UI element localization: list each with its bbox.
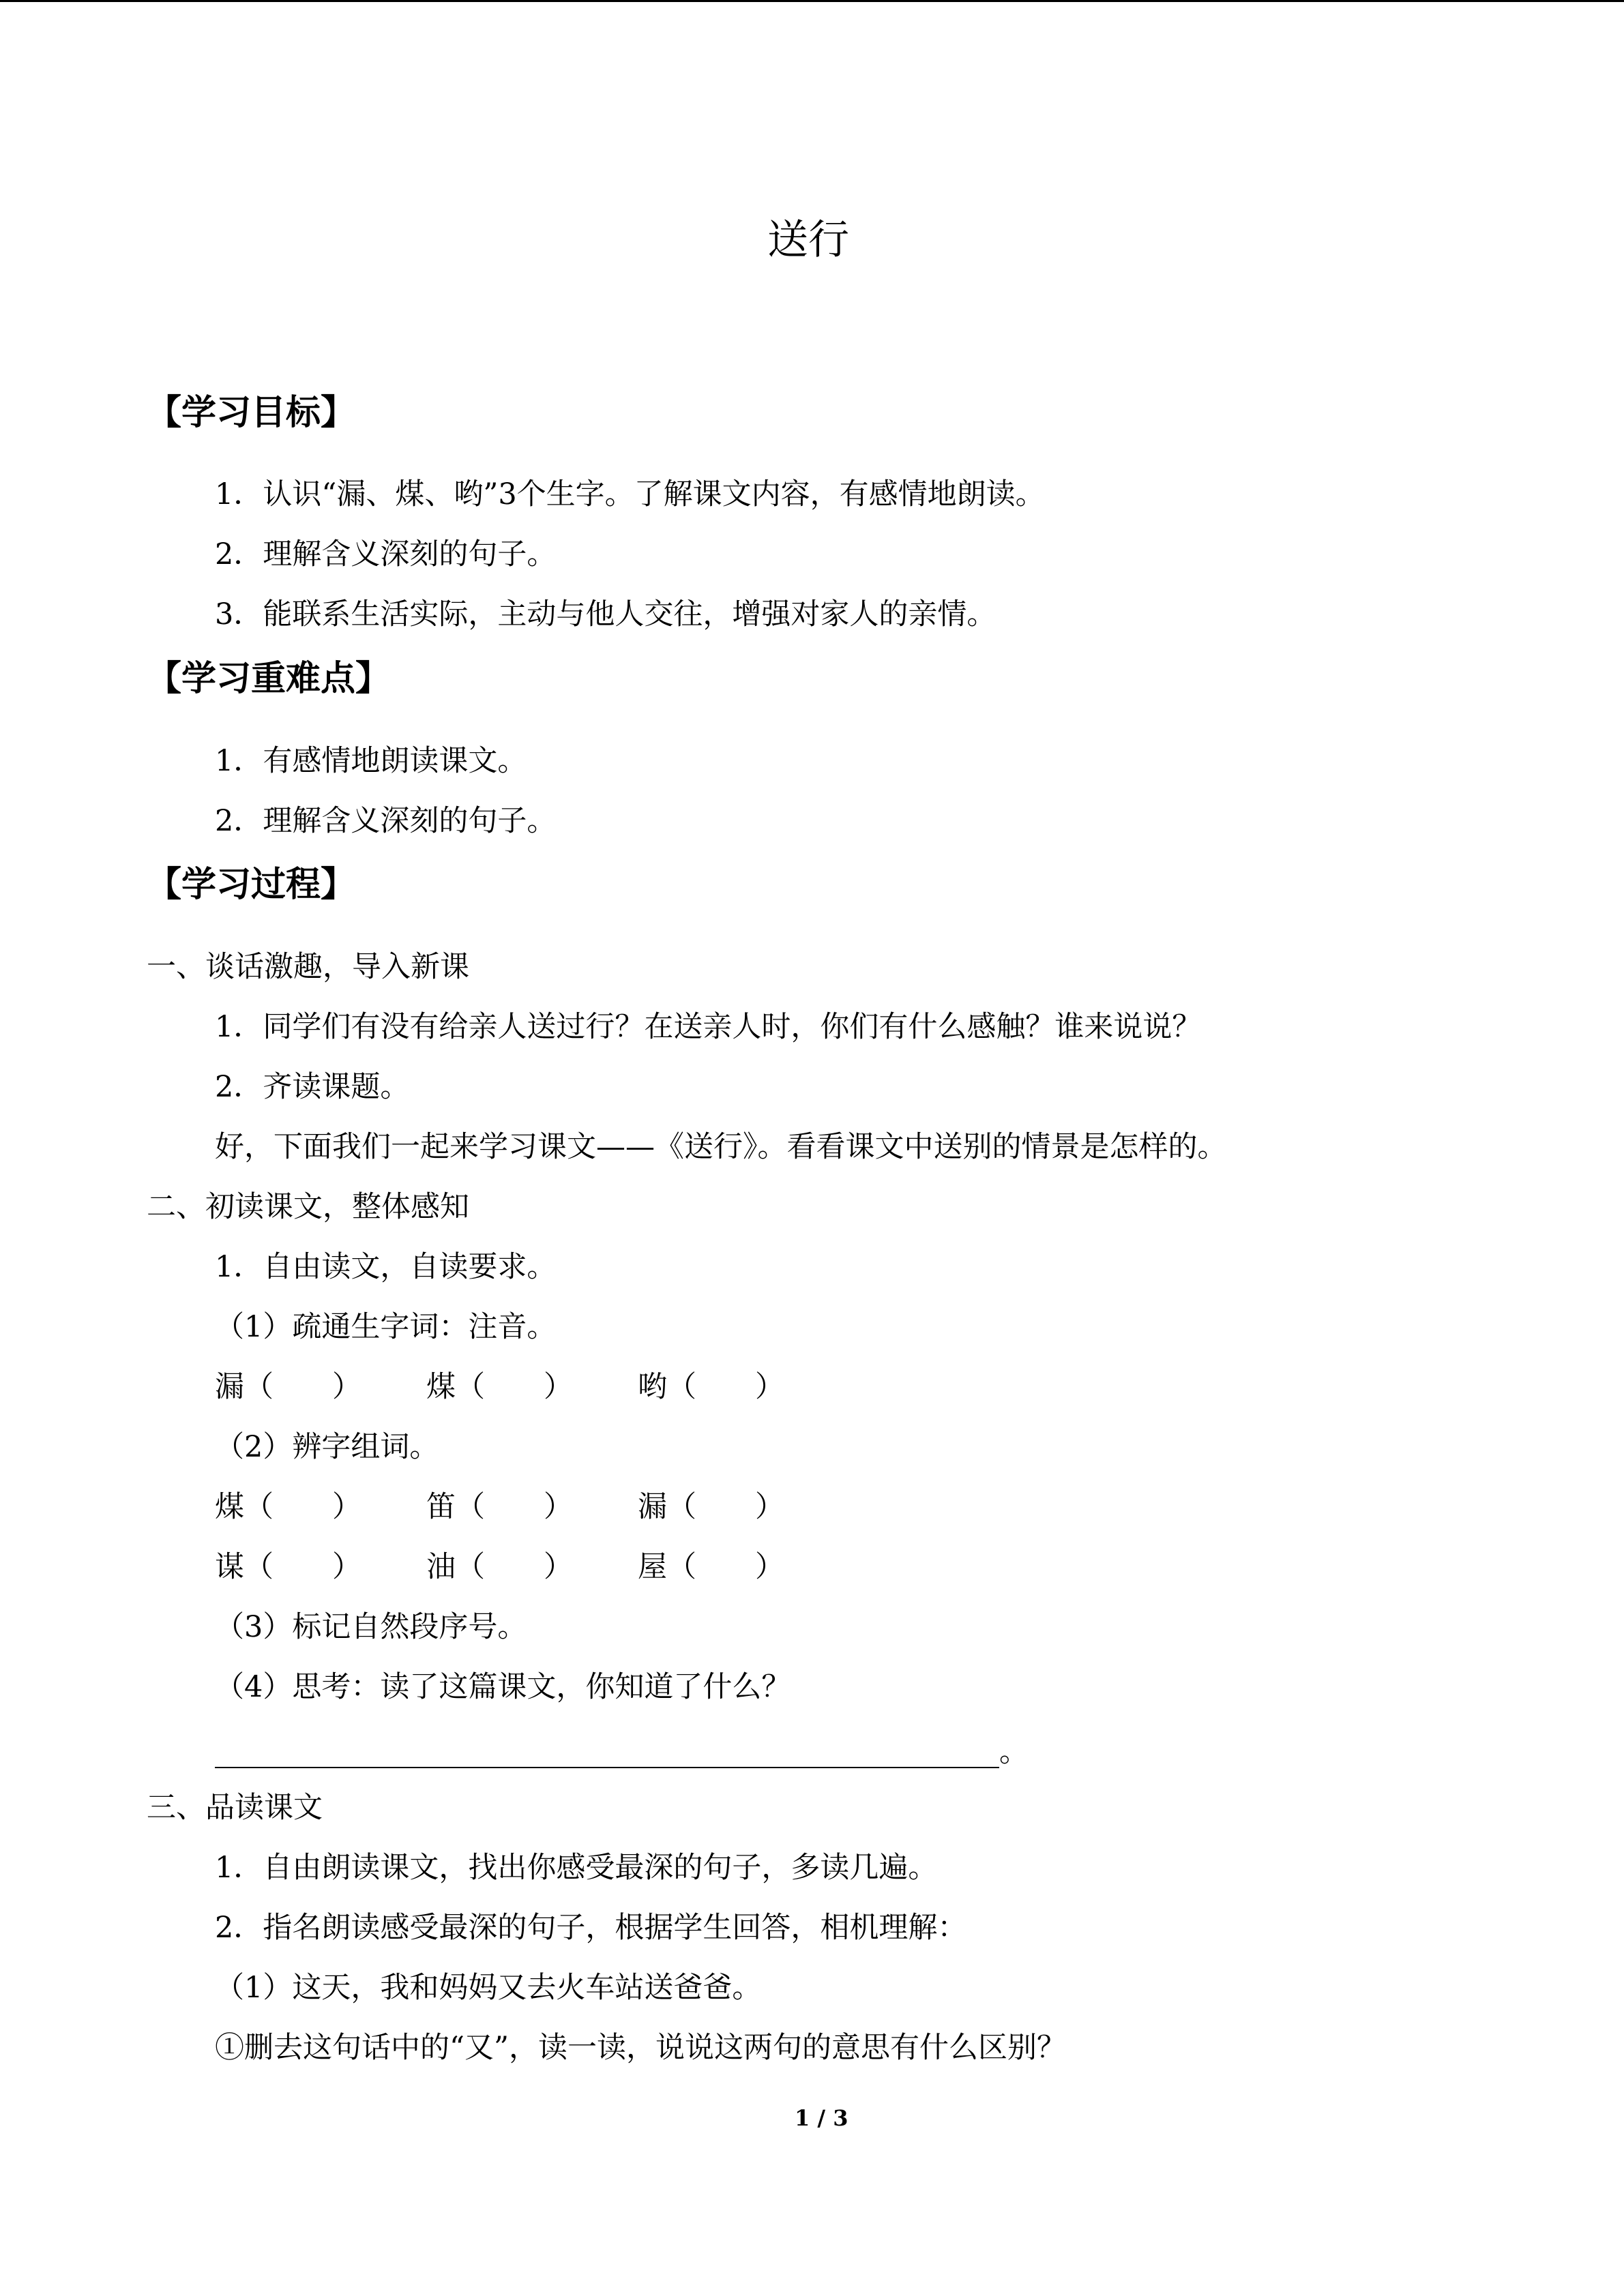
pinyin-blank-yo: 哟（ ）: [638, 1370, 784, 1404]
process-heading: 【学习过程】: [147, 865, 356, 905]
part1-title: 一、谈话激趣，导入新课: [147, 950, 469, 984]
key-point-item-1: 1．有感情地朗读课文。: [215, 744, 527, 778]
key-points-heading: 【学习重难点】: [147, 659, 391, 699]
page-number: 1 / 3: [795, 2105, 848, 2131]
goal-item-3: 3．能联系生活实际，主动与他人交往，增强对家人的亲情。: [215, 597, 996, 631]
goals-heading: 【学习目标】: [147, 393, 356, 433]
part3-title: 三、品读课文: [147, 1791, 323, 1825]
part2-line-1: 1．自由读文，自读要求。: [215, 1250, 557, 1284]
pinyin-blank-lou: 漏（ ）: [215, 1370, 361, 1404]
pinyin-blank-mei: 煤（ ）: [426, 1370, 573, 1404]
answer-line-end: 。: [999, 1735, 1029, 1769]
word-blank-lou: 漏（ ）: [638, 1490, 784, 1524]
key-point-item-2: 2．理解含义深刻的句子。: [215, 804, 557, 838]
page-title: 送行: [767, 216, 849, 264]
part2-sub-1: （1）疏通生字词：注音。: [215, 1310, 557, 1344]
part3-line-4: ①删去这句话中的“又”，读一读，说说这两句的意思有什么区别？: [215, 2031, 1066, 2065]
part2-sub-4: （4）思考：读了这篇课文，你知道了什么？: [215, 1670, 791, 1704]
part2-sub-3: （3）标记自然段序号。: [215, 1610, 527, 1644]
part1-line-2: 2．齐读课题。: [215, 1070, 410, 1104]
word-blank-you: 油（ ）: [426, 1550, 573, 1584]
part2-sub-2: （2）辨字组词。: [215, 1430, 439, 1464]
word-blank-di: 笛（ ）: [426, 1490, 573, 1524]
part3-line-3: （1）这天，我和妈妈又去火车站送爸爸。: [215, 1971, 762, 2005]
part2-title: 二、初读课文，整体感知: [147, 1190, 469, 1224]
goal-item-1: 1．认识“漏、煤、哟”3个生字。了解课文内容，有感情地朗读。: [215, 477, 1045, 511]
answer-line: [215, 1767, 999, 1768]
goal-item-2: 2．理解含义深刻的句子。: [215, 537, 557, 571]
word-blank-mei: 煤（ ）: [215, 1490, 361, 1524]
part1-line-3: 好，下面我们一起来学习课文——《送行》。看看课文中送别的情景是怎样的。: [215, 1130, 1227, 1164]
word-blank-mou: 谋（ ）: [215, 1550, 361, 1584]
word-blank-wu: 屋（ ）: [638, 1550, 784, 1584]
part1-line-1: 1．同学们有没有给亲人送过行？在送亲人时，你们有什么感触？谁来说说？: [215, 1010, 1202, 1044]
part3-line-2: 2．指名朗读感受最深的句子，根据学生回答，相机理解：: [215, 1911, 967, 1945]
part3-line-1: 1．自由朗读课文，找出你感受最深的句子，多读几遍。: [215, 1851, 938, 1885]
top-rule: [0, 0, 1624, 2]
